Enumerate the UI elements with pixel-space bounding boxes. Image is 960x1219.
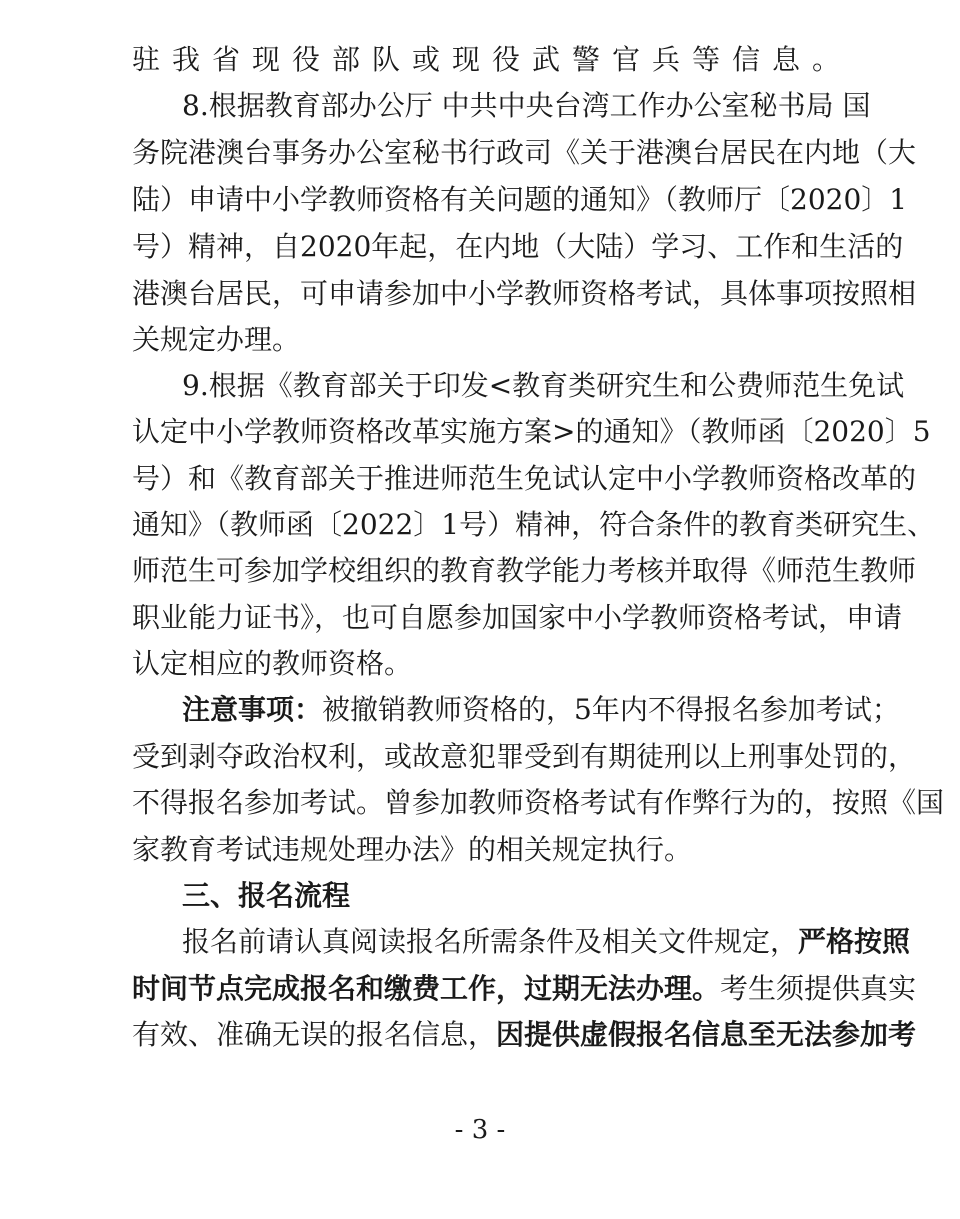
text-run: 务院港澳台事务办公室秘书行政司《关于港澳台居民在内地（大 [132, 136, 917, 169]
text-line [132, 316, 840, 364]
text-run: 受到剥夺政治权利，或故意犯罪受到有期徒刑以上刑事处罚的， [132, 740, 917, 773]
text-line [132, 547, 917, 595]
text-line [132, 965, 917, 1013]
text-line [132, 455, 917, 503]
text-line [132, 176, 908, 224]
text-run: 认定相应的教师资格。 [132, 647, 413, 680]
text-run: 职业能力证书》，也可自愿参加国家中小学教师资格考试，申请 [132, 601, 903, 634]
text-run: 家教育考试违规处理办法》的相关规定执行。 [132, 833, 693, 866]
text-run: 港澳台居民，可申请参加中小学教师资格考试，具体事项按照相 [132, 277, 917, 310]
text-run: 号）和《教育部关于推进师范生免试认定中小学教师资格改革的 [132, 462, 917, 495]
text-run: 被撤销教师资格的，5年内不得报名参加考试； [322, 693, 900, 726]
text-line [132, 1011, 917, 1059]
text-line [182, 362, 905, 410]
text-line [182, 686, 900, 734]
text-line [132, 826, 840, 874]
bold-text-run: 注意事项： [182, 693, 323, 726]
bold-text-run: 因提供虚假报名信息至无法参加考 [496, 1018, 917, 1051]
text-line [132, 36, 840, 84]
text-run: 驻我省现役部队或现役武警官兵等信息。 [132, 43, 840, 76]
text-line [132, 129, 917, 177]
text-line [132, 223, 904, 271]
page-number: - 3 - [454, 1115, 506, 1145]
text-line [132, 501, 936, 549]
text-run: 不得报名参加考试。曾参加教师资格考试有作弊行为的，按照《国 [132, 786, 945, 819]
text-line [182, 918, 911, 966]
text-line [132, 640, 840, 688]
bold-text-run: 时间节点完成报名和缴费工作，过期无法办理。 [132, 972, 721, 1005]
text-run: 9.根据《教育部关于印发<教育类研究生和公费师范生免试 [182, 369, 905, 402]
text-run: 陆）申请中小学教师资格有关问题的通知》（教师厅〔2020〕1 [132, 183, 908, 216]
text-line [182, 82, 871, 130]
text-line [132, 408, 931, 456]
bold-text-run: 严格按照 [798, 925, 911, 958]
text-line [132, 733, 917, 781]
text-run: 报名前请认真阅读报名所需条件及相关文件规定， [182, 925, 799, 958]
text-run: 8.根据教育部办公厅 中共中央台湾工作办公室秘书局 国 [182, 89, 871, 122]
text-line [132, 779, 945, 827]
text-run: 认定中小学教师资格改革实施方案>的通知》（教师函〔2020〕5 [132, 415, 931, 448]
text-line [132, 594, 903, 642]
text-run: 三、报名流程 [182, 879, 351, 912]
section-heading [182, 872, 840, 920]
text-run: 通知》（教师函〔2022〕1号）精神，符合条件的教育类研究生、 [132, 508, 936, 541]
text-run: 号）精神，自2020年起，在内地（大陆）学习、工作和生活的 [132, 230, 904, 263]
text-run: 有效、准确无误的报名信息， [132, 1018, 497, 1051]
text-run: 师范生可参加学校组织的教育教学能力考核并取得《师范生教师 [132, 554, 917, 587]
text-run: 考生须提供真实 [720, 972, 917, 1005]
text-line [132, 270, 917, 318]
text-run: 关规定办理。 [132, 323, 301, 356]
